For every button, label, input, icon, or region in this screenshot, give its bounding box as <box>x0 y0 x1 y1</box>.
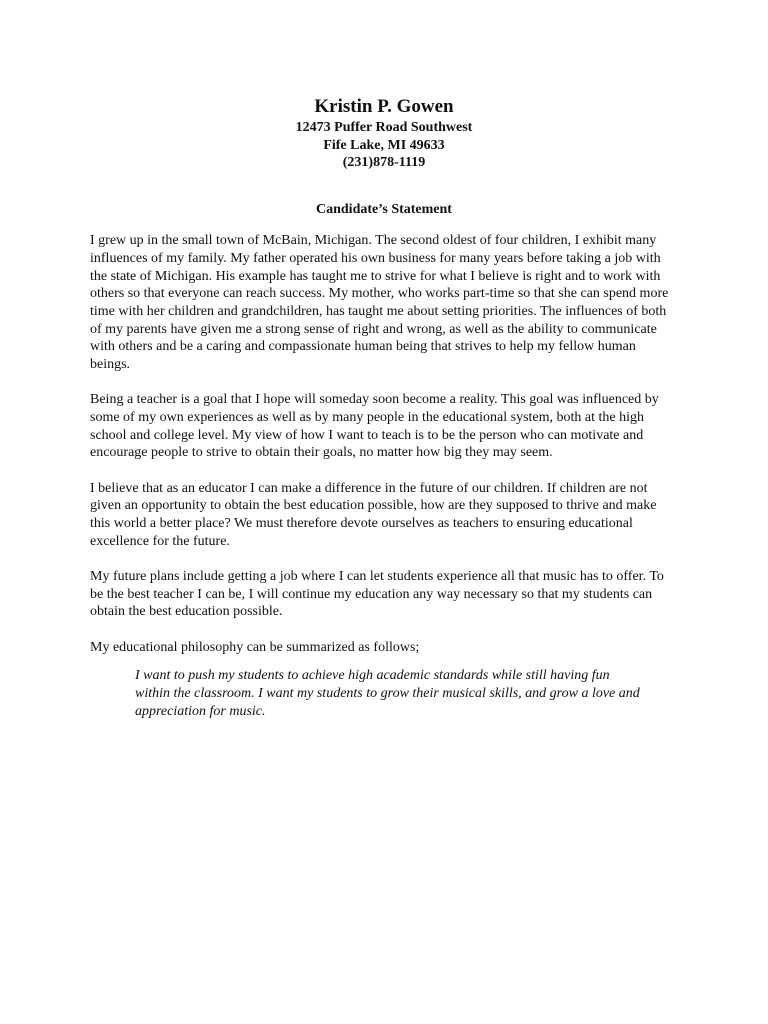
statement-body <box>90 232 678 720</box>
street-address: 12473 Puffer Road Southwest <box>295 120 473 135</box>
paragraph-educator-impact: I believe that as an educator I can make a difference in the future of our children. If children are not given an opportunity to obtain the best education possible, how are they supposed to thrive and make this world a better place? We must therefore devote ourselves as teachers to ensuring educational excellence for the future. <box>90 480 657 549</box>
paragraph-upbringing: I grew up in the small town of McBain, Michigan. The second oldest of four children, I exhibit many influences of my family. My father operated his own business for many years before taking a job with the state of Michigan. His example has taught me to strive for what I believe is right and to work with others so that everyone can reach success. My mother, who works part-time so that she can spend more time with her children and grandchildren, has taught me about setting priorities. The influences of both of my parents have given me a strong sense of right and wrong, as well as the ability to communicate with others and be a caring and compassionate human being that strives to help my fellow human beings. <box>90 233 669 373</box>
candidate-name: Kristin P. Gowen <box>314 96 454 117</box>
statement-title: Candidate’s Statement <box>316 201 452 217</box>
city-state-zip: Fife Lake, MI 49633 <box>323 137 445 153</box>
paragraph-philosophy-intro: My educational philosophy can be summarized as follows; <box>90 639 420 655</box>
philosophy-quote: I want to push my students to achieve high academic standards while still having fun within the classroom. I want my students to grow their musical skills, and grow a love and appreciation for music. <box>135 668 640 719</box>
phone-number: (231)878-1119 <box>342 155 426 170</box>
paragraph-future-plans: My future plans include getting a job where I can let students experience all that music has to offer. To be the best teacher I can be, I will continue my education any way necessary so that my students can obtain the best education possible. <box>90 568 664 620</box>
paragraph-teaching-goal: Being a teacher is a goal that I hope will someday soon become a reality. This goal was influenced by some of my own experiences as well as by many people in the educational system, both at the high school and college level. My view of how I want to teach is to be the person who can motivate and encourage people to strive to obtain their goals, no matter how big they may seem. <box>90 392 659 461</box>
letterhead <box>90 96 678 172</box>
